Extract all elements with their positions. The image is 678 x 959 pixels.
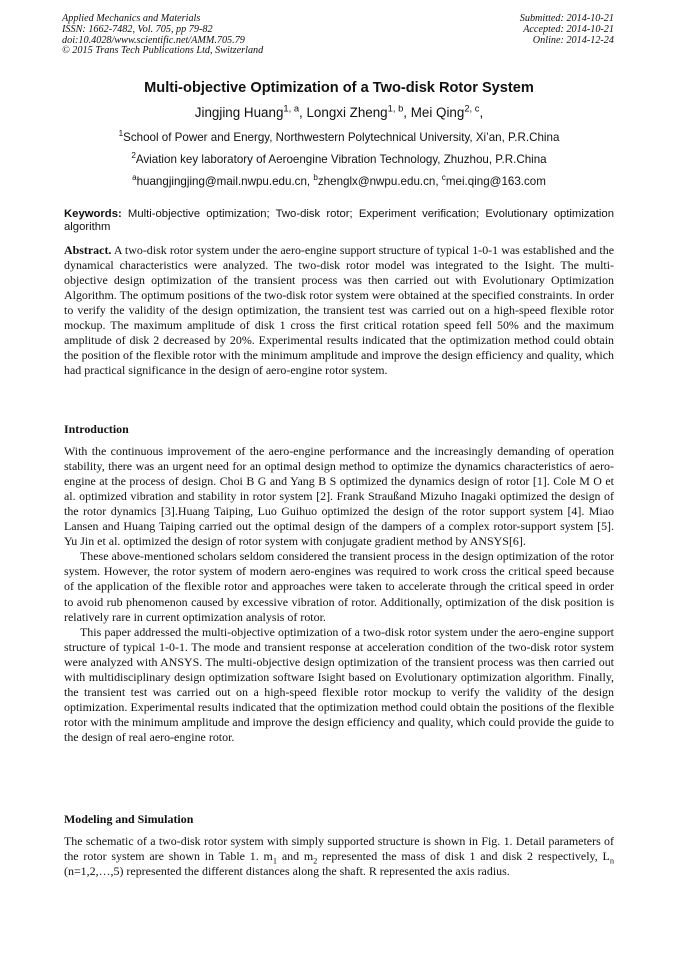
introduction-section	[64, 422, 614, 745]
email-address: huangjingjing@mail.nwpu.edu.cn,	[136, 175, 314, 188]
doi-line: doi:10.4028/www.scientific.net/AMM.705.79	[62, 34, 245, 46]
email-address: zhenglx@nwpu.edu.cn,	[317, 175, 442, 188]
author-name: Mei Qing	[410, 105, 465, 120]
author-separator: ,	[299, 105, 307, 120]
text-run: (n=1,2,…,5) represented the different distances along the shaft. R represented the axis radius.	[64, 864, 510, 879]
affiliation-1	[0, 131, 678, 144]
author-name: Jingjing Huang	[194, 105, 284, 120]
abstract-block	[64, 243, 614, 378]
body-paragraph: These above-mentioned scholars seldom considered the transient process in the design optimization of the rotor system. However, the rotor system of modern aero-engines was required to work cross the critical speed because of the application of the flexible rotor and approaches were taken to accelerate through the critical speed in order to avoid rub phenomenon caused by excessive vibration of rotor. Additionally, optimization of the disk position is relatively rare in current optimization analysis of rotor.	[64, 549, 614, 624]
email-list	[0, 175, 678, 188]
body-paragraph: With the continuous improvement of the aero-engine performance and the increasingly demanding of operation stability, there was an urgent need for an optimal design method to optimize the dynamics characteristics of aero-engine at the process of design. Choi B G and Yang B S optimized the dynamics design of rotor [1]. Cole M O et al. optimized vibration and stability in rotor system [2]. Frank Straußand Mizuho Inagaki optimized the design of the rotor dynamics [3].Huang Taiping, Luo Guihuo optimized the design of the rotor support system [4]. Miao Lansen and Huang Taiping carried out the optimal design of the dampers of a complex rotor-support system [5]. Yu Jin et al. optimized the design of rotor system with conjugate gradient method by ANSYS[6].	[64, 444, 614, 549]
text-run: and m	[277, 849, 314, 864]
affiliation-number: 2	[131, 151, 136, 161]
keywords-label: Keywords:	[64, 208, 122, 220]
copyright-line: © 2015 Trans Tech Publications Ltd, Switzerland	[62, 45, 264, 57]
issn-line: ISSN: 1662-7482, Vol. 705, pp 79-82	[62, 23, 213, 35]
section-heading: Modeling and Simulation	[64, 812, 194, 826]
subscript: n	[609, 856, 614, 866]
body-paragraph: This paper addressed the multi-objective optimization of a two-disk rotor system under the aero-engine support structure of typical 1-0-1. The mode and transient response at acceleration condition of the two-disk rotor system were analyzed with ANSYS. The multi-objective design optimization of the transient process was then carried out with multidisciplinary design optimization software Isight based on Evolutionary optimization algorithm. Finally, the transient test was carried out on a high-speed flexible rotor mockup to verify the validity of the design optimization. Experimental results indicated that the optimization method could obtain the positions of the flexible rotor with the minimum amplitude and improve the design efficiency and quality, which could provide the guide to the design of real aero-engine rotor.	[64, 624, 614, 744]
author-affiliation-mark: 1, a	[283, 103, 300, 114]
submitted-date: Submitted: 2014-10-21	[519, 13, 614, 24]
subscript: 1	[272, 856, 278, 866]
author-name: Longxi Zheng	[306, 105, 388, 120]
subscript: 2	[313, 856, 318, 866]
affiliation-2	[0, 153, 678, 166]
email-mark: c	[441, 173, 446, 183]
section-heading: Introduction	[64, 422, 129, 436]
affiliation-text: School of Power and Energy, Northwestern Polytechnical University, Xi’an, P.R.China	[123, 131, 560, 144]
body-paragraph	[64, 834, 614, 879]
author-affiliation-mark: 1, b	[387, 103, 404, 114]
journal-name: Applied Mechanics and Materials	[62, 13, 201, 24]
keywords-block	[64, 208, 614, 233]
accepted-date: Accepted: 2014-10-21	[523, 23, 614, 35]
text-run: The schematic of a two-disk rotor system with simply supported structure is shown in Fig. 1. Detail parameters of the rotor system are shown in Table 1. m	[64, 834, 614, 864]
email-mark: b	[313, 173, 318, 183]
modeling-section	[64, 812, 614, 879]
online-date: Online: 2014-12-24	[532, 34, 614, 46]
paper-title: Multi-objective Optimization of a Two-disk Rotor System	[144, 80, 534, 96]
affiliation-text: Aviation key laboratory of Aeroengine Vibration Technology, Zhuzhou, P.R.China	[135, 153, 547, 166]
journal-header	[62, 14, 263, 57]
text-run: represented the mass of disk 1 and disk 2 respectively, L	[317, 849, 610, 864]
author-list	[0, 105, 678, 120]
author-affiliation-mark: 2, c	[464, 103, 480, 114]
dates-header	[520, 14, 614, 46]
author-separator: ,	[403, 105, 411, 120]
keywords-text: Multi-objective optimization; Two-disk rotor; Experiment verification; Evolutionary optimization algorithm	[64, 208, 614, 233]
abstract-paragraph	[64, 243, 614, 378]
email-address: mei.qing@163.com	[445, 175, 546, 188]
abstract-text: A two-disk rotor system under the aero-engine support structure of typical 1-0-1 was established and the dynamical characteristics were analyzed. The two-disk rotor model was integrated to the Isight. The multi-objective design optimization of the transient process was then carried out with Evolutionary Optimization Algorithm. The optimum positions of the two-disk rotor system were obtained at the specified constraints. In order to verify the validity of the design optimization, the transient test was carried out on a high-speed flexible rotor mockup. The maximum amplitude of disk 1 cross the first critical rotation speed fell 50% and the maximum amplitude of disk 2 decreased by 20%. Experimental results indicated that the optimization method could obtain the position of the flexible rotor with the minimum amplitude and improve the design efficiency and quality, which had practical significance in the design of aero-engine rotor system.	[64, 243, 614, 378]
affiliation-number: 1	[118, 129, 124, 139]
email-mark: a	[132, 173, 137, 183]
abstract-label: Abstract.	[64, 243, 112, 257]
author-separator: ,	[479, 105, 484, 120]
